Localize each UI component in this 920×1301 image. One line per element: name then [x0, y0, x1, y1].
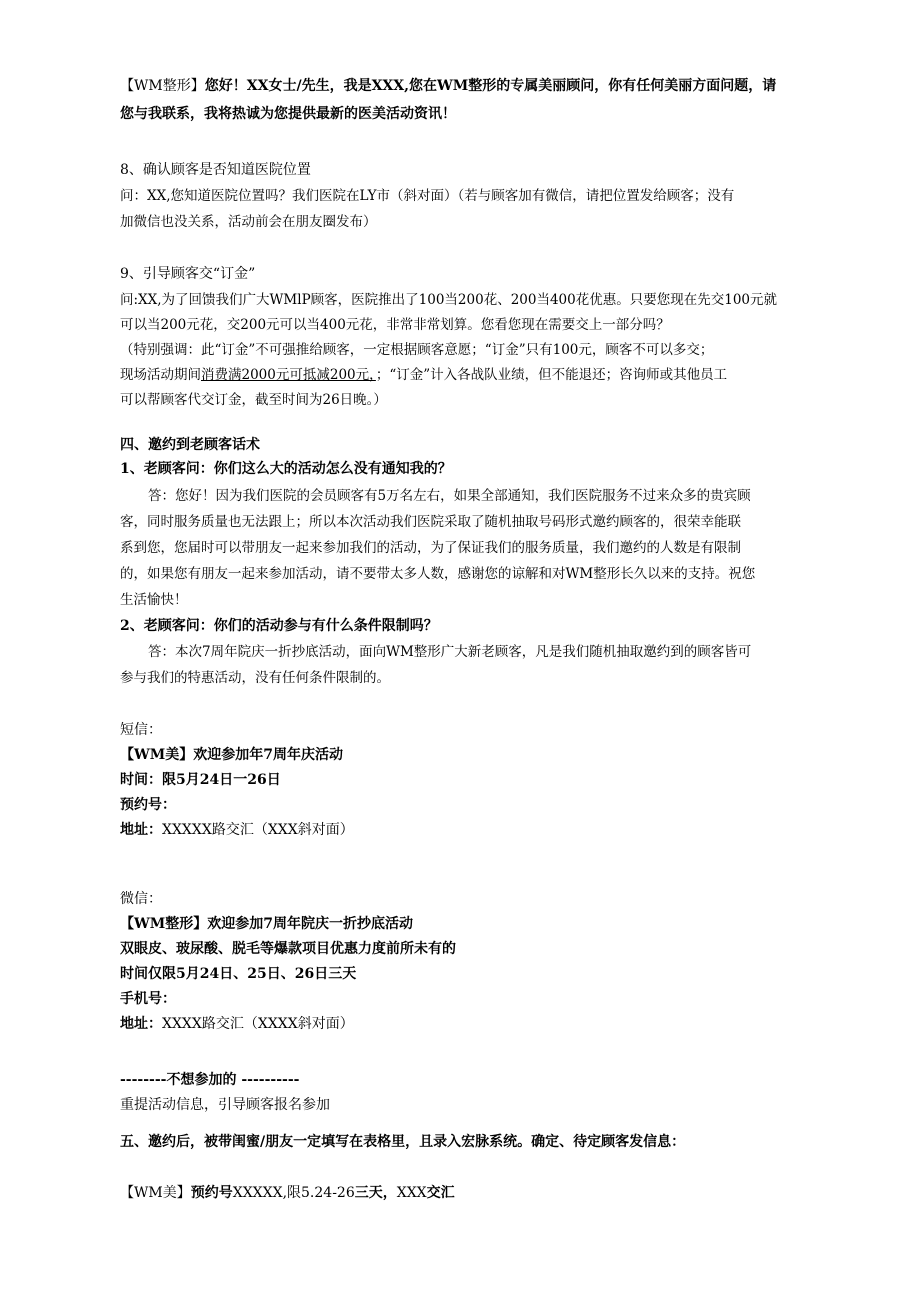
remind-text: 重提活动信息，引导顾客报名参加 [120, 1097, 330, 1113]
answer-1-line: 系到您，您届时可以带朋友一起来参加我们的活动，为了保证我们的服务质量，我们邀约的人数是有限制 [120, 540, 741, 556]
sms-label: 短信： [120, 722, 162, 738]
sms-line: 时间：限5月24日一26日 [120, 772, 281, 788]
section-5-title: 五、邀约后，被带闺蜜/朋友一定填写在表格里，且录入宏脉系统。确定、待定顾客发信息： [120, 1134, 686, 1150]
question-1: 1、老顾客问：你们这么大的活动怎么没有通知我的？ [120, 461, 452, 477]
wechat-line: 手机号： [120, 991, 176, 1007]
confirm-message: 【WM美】预约号XXXXX,限5.24-26三天，XXX交汇 [120, 1185, 455, 1201]
wechat-line: 时间仅限5月24日、25日、26日三天 [120, 966, 357, 982]
underlined-text: 消费满2000元可抵减200元， [201, 367, 376, 383]
answer-2-line: 答：本次7周年院庆一折抄底活动，面向WM整形广大新老顾客，凡是我们随机抽取邀约到的顾客皆可 [148, 644, 752, 660]
section-8-line: 问：XX,您知道医院位置吗？我们医院在LY市（斜对面）（若与顾客加有微信，请把位置发给顾客；没有 [120, 188, 735, 204]
answer-1-line: 答：您好！因为我们医院的会员顾客有5万名左右，如果全部通知，我们医院服务不过来众多的贵宾顾 [148, 488, 751, 504]
intro-text: 您好！XX女士/先生，我是XXX,您在WM整形的专属美丽顾问，你有任何美丽方面问题，请 [204, 78, 777, 94]
intro-line-1 [120, 73, 830, 99]
wechat-label: 微信： [120, 891, 162, 907]
answer-1-line: 的，如果您有朋友一起来参加活动，请不要带太多人数，感谢您的谅解和对WM整形长久以来的支持。祝您 [120, 566, 756, 582]
intro-line-2: 您与我联系，我将热诚为您提供最新的医美活动资讯！ [120, 106, 456, 122]
question-2: 2、老顾客问：你们的活动参与有什么条件限制吗？ [120, 618, 438, 634]
wechat-line: 双眼皮、玻尿酸、脱毛等爆款项目优惠力度前所未有的 [120, 941, 456, 957]
sms-line: 【WM美】欢迎参加年7周年庆活动 [120, 747, 343, 763]
wechat-line: 【WM整形】欢迎参加7周年院庆一折抄底活动 [120, 916, 413, 932]
section-9-line: 可以当200元花，交200元可以当400元花，非常非常划算。您看您现在需要交上一部分吗？ [120, 317, 670, 333]
section-4-title: 四、邀约到老顾客话术 [120, 437, 260, 453]
section-9-line: 可以帮顾客代交订金，截至时间为26日晚。） [120, 392, 387, 408]
section-8-line: 加微信也没关系，活动前会在朋友圈发布） [120, 214, 377, 230]
answer-2-line: 参与我们的特惠活动，没有任何条件限制的。 [120, 670, 390, 686]
answer-1-line: 客，同时服务质量也无法跟上；所以本次活动我们医院采取了随机抽取号码形式邀约顾客的，很荣幸能联 [120, 514, 741, 530]
divider-text: --------不想参加的 ---------- [120, 1072, 300, 1088]
sms-address: 地址：XXXXX路交汇（XXX斜对面） [120, 822, 354, 838]
answer-1-line: 生活愉快！ [120, 592, 188, 608]
wechat-address: 地址：XXXX路交汇（XXXX斜对面） [120, 1016, 354, 1032]
section-9-line: 现场活动期间消费满2000元可抵减200元，；“订金”计入各战队业绩，但不能退还；咨询师或其他员工 [120, 367, 728, 383]
section-9-line: （特别强调：此“订金”不可强推给顾客，一定根据顾客意愿；“订金”只有100元，顾客不可以多交； [120, 342, 714, 358]
section-8-title: 8、确认顾客是否知道医院位置 [120, 162, 311, 178]
brand-tag: 【WM整形】 [120, 78, 205, 94]
section-9-line: 问:XX,为了回馈我们广大WMlP顾客，医院推出了100当200花、200当400花优惠。只要您现在先交100元就 [120, 292, 777, 308]
section-9-title: 9、引导顾客交“订金” [120, 266, 256, 282]
sms-line: 预约号： [120, 797, 176, 813]
